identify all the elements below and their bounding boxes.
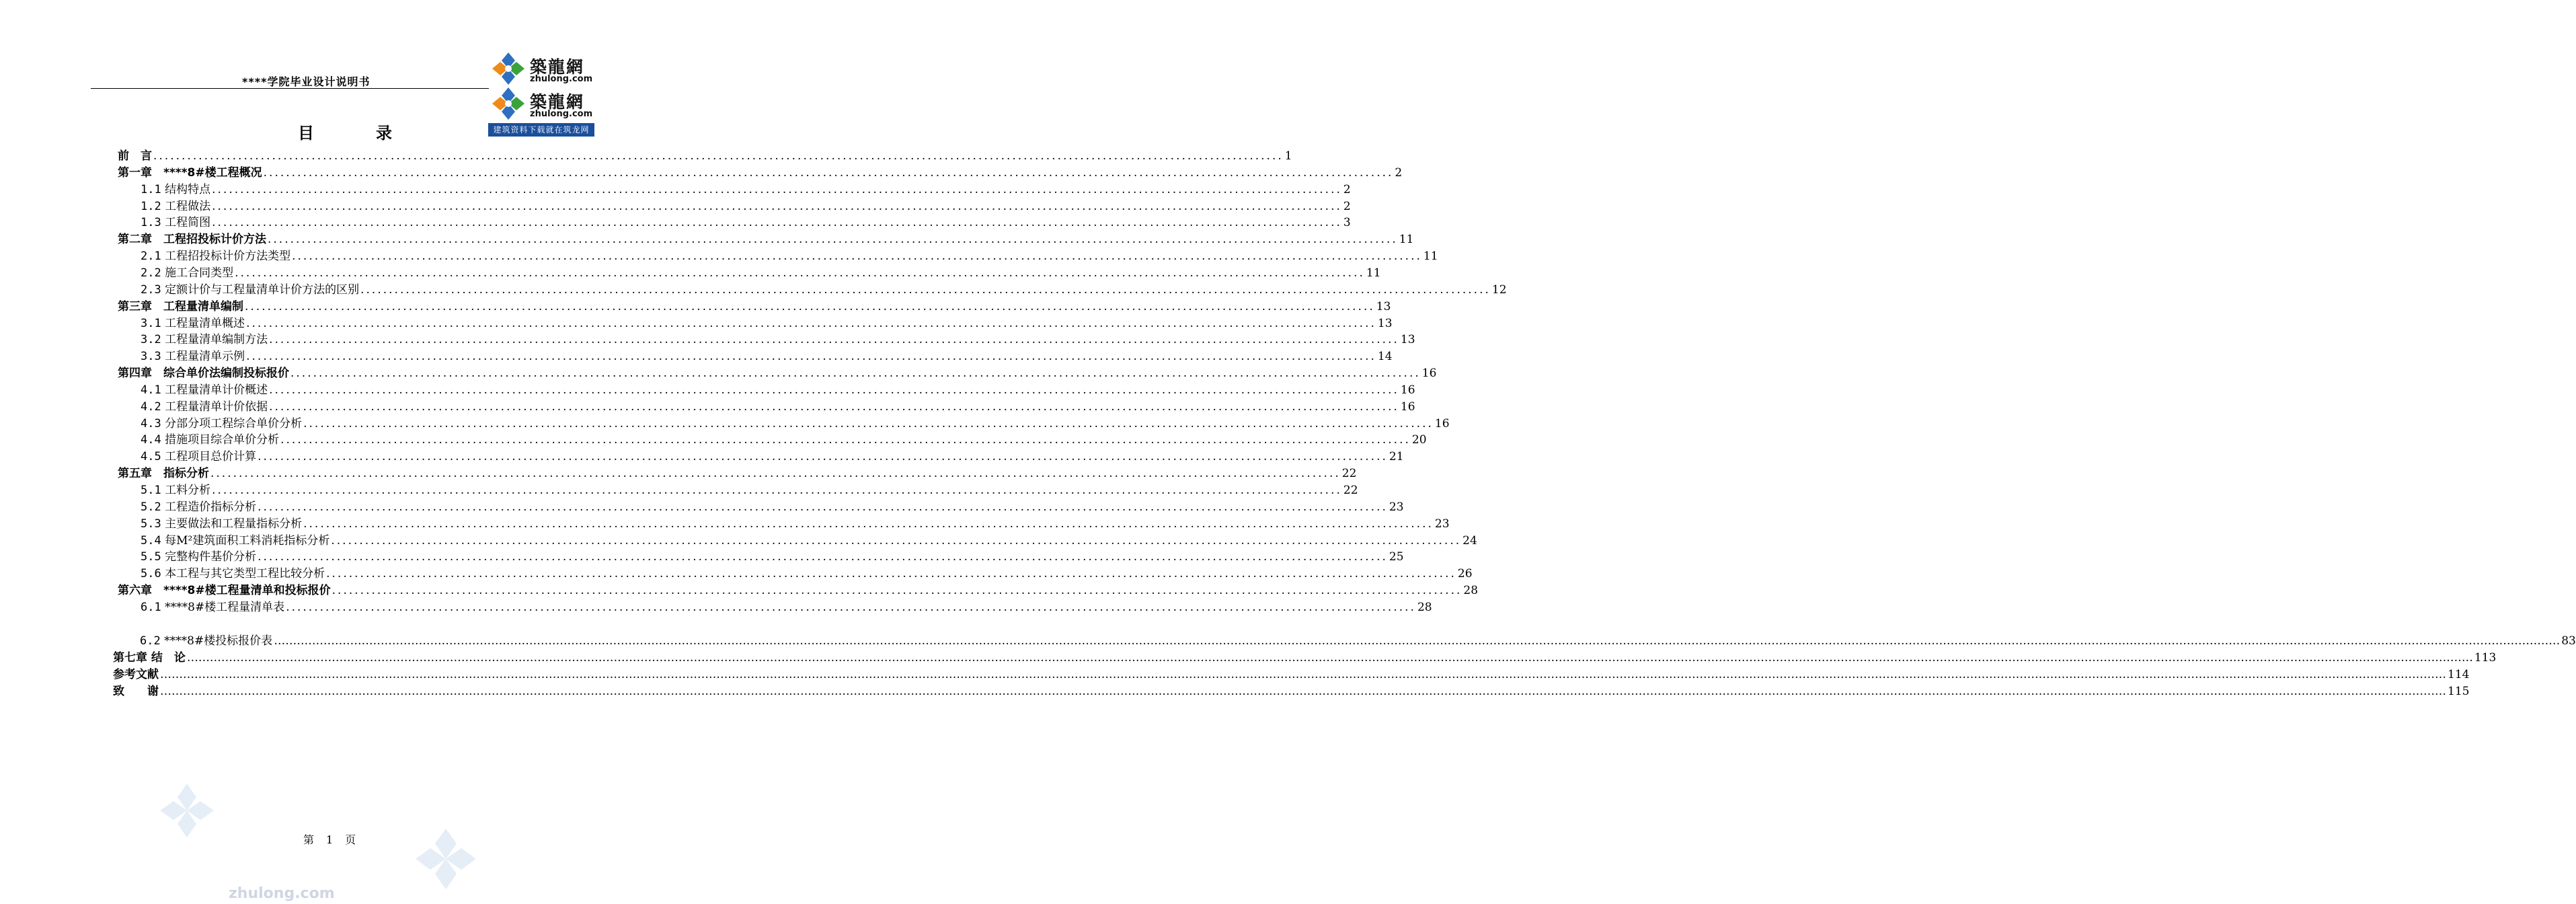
toc-entry-page: 113 [2474, 650, 2497, 665]
toc-entry-title [141, 566, 325, 582]
toc-entry-label: ****8#楼工程量清单表 [165, 600, 285, 614]
toc-entry-label: 第五章 指标分析 [118, 467, 209, 481]
toc-entry-page: 26 [1457, 567, 1473, 581]
toc-entry-page: 1 [1284, 149, 1292, 163]
toc-entry-label: 参考文献 [113, 667, 159, 681]
toc-entry [118, 582, 1479, 599]
toc-dot-leader: ........................................................................................................................................................................................................ [290, 367, 1421, 381]
toc-entry [141, 482, 1358, 498]
toc-entry-number: 1.3 [141, 216, 161, 230]
toc-entry-label: 第二章 工程招投标计价方法 [118, 233, 266, 247]
toc-entry-number: 6.2 [140, 634, 161, 648]
toc-entry-label: 工程量清单计价依据 [165, 400, 268, 414]
toc-entry-title [141, 198, 210, 215]
toc-entry [113, 650, 2497, 666]
toc-entry [141, 265, 1381, 281]
toc-entry-label: 施工合同类型 [165, 266, 234, 280]
toc-entry-page: 22 [1341, 467, 1357, 481]
toc-entry-title [141, 332, 268, 348]
watermark-text: zhulong.com [229, 885, 335, 902]
toc-entry [141, 315, 1393, 332]
toc-entry-number: 4.3 [141, 416, 161, 430]
toc-entry-page: 11 [1399, 233, 1414, 247]
toc-entry-label: 第七章 结 论 [113, 650, 186, 665]
toc-entry-number: 2.1 [141, 250, 161, 264]
toc-entry [141, 382, 1415, 398]
toc-entry-title [141, 399, 268, 415]
toc-entry [141, 449, 1404, 465]
toc-dot-leader: ........................................................................................................................................................................................................ [303, 416, 1434, 430]
toc-entry-page: 25 [1389, 550, 1404, 564]
toc-entry-page: 2 [1343, 199, 1351, 213]
toc-entry-label: 工程招投标计价方法类型 [165, 250, 291, 264]
toc-entry [141, 516, 1450, 532]
toc-entry-title [141, 348, 245, 365]
toc-entry [141, 566, 1473, 582]
toc-entry-page: 22 [1343, 484, 1358, 497]
toc-entry [140, 633, 2576, 649]
toc-entry-title [141, 432, 279, 448]
toc-entry-page: 3 [1343, 216, 1351, 230]
toc-entry-page: 23 [1389, 500, 1404, 514]
toc-entry-number: 5.5 [141, 550, 161, 564]
logo-name-top: 築龍網 [530, 57, 585, 77]
toc-entry-label: 第一章 ****8#楼工程概况 [118, 165, 262, 180]
toc-entry [141, 599, 1432, 615]
toc-entry [141, 549, 1404, 565]
toc-entry-label: 每M²建筑面积工料消耗指标分析 [165, 533, 330, 548]
toc-dot-leader: ........................................................................................................................................................................................................ [360, 282, 1491, 297]
toc-entry [118, 148, 1292, 164]
toc-dot-leader: ........................................................................................................................................................................................................ [269, 400, 1399, 414]
toc-entry [141, 282, 1507, 298]
toc-entry [118, 465, 1357, 482]
toc-dot-leader: ........................................................................................................................................................................................................ [331, 533, 1462, 548]
toc-entry [141, 248, 1438, 264]
toc-entry-label: 第四章 综合单价法编制投标报价 [118, 367, 289, 381]
logo-slogan-banner: 建筑资料下载就在筑龙网 [488, 123, 594, 137]
toc-dot-leader: ........................................................................................................................................................................................................ [303, 517, 1434, 531]
watermark-snowflake-icon [153, 784, 221, 837]
toc-entry-label: 工程量清单概述 [165, 316, 245, 330]
toc-dot-leader: ........................................................................................................................................................................................................ [212, 182, 1342, 196]
toc-dot-leader: …………………………………………………………………………………………………………………………………………………………………………………………………………………………………………………………………………………………………………………………………………………………………………………………………………………………………………………………………………………………………………………………………………………… [274, 634, 2561, 648]
toc-dot-leader: …………………………………………………………………………………………………………………………………………………………………………………………………………………………………………………………………………………………………………………………………………………………………………………………………………………………………………………………………………………………………………………………………………………… [186, 650, 2473, 665]
toc-entry [141, 182, 1351, 198]
toc-entry-title [118, 465, 209, 482]
toc-entry-label: 分部分项工程综合单价分析 [165, 416, 303, 430]
toc-entry-label: 主要做法和工程量指标分析 [165, 517, 303, 531]
toc-dot-leader: ........................................................................................................................................................................................................ [245, 299, 1375, 313]
toc-dot-leader: …………………………………………………………………………………………………………………………………………………………………………………………………………………………………………………………………………………………………………………………………………………………………………………………………………………………………………………………………………………………………………………………………………………… [160, 667, 2446, 681]
toc-entry-title [140, 633, 272, 649]
toc-entry-label: 工程做法 [165, 199, 211, 213]
toc-entry-title [141, 215, 210, 231]
toc-entry-number: 2.3 [141, 282, 161, 297]
toc-entry-title [141, 499, 256, 515]
toc-entry-label: 第六章 ****8#楼工程量清单和投标报价 [118, 584, 331, 598]
toc-entry-number: 4.4 [141, 433, 161, 447]
toc-dot-leader: ........................................................................................................................................................................................................ [268, 233, 1398, 247]
toc-entry-label: 定额计价与工程量清单计价方法的区别 [165, 282, 360, 297]
toc-entry-page: 13 [1377, 316, 1393, 330]
toc-entry [118, 365, 1437, 381]
toc-entry-title [141, 182, 210, 198]
toc-entry-title [118, 582, 331, 599]
toc-entry [113, 667, 2470, 683]
toc-entry-label: 工料分析 [165, 484, 211, 497]
toc-entry-title [141, 382, 268, 398]
toc-entry-page: 23 [1434, 517, 1450, 531]
toc-entry-number: 5.6 [141, 567, 161, 581]
toc-entry-page: 12 [1491, 282, 1507, 297]
toc-entry-number: 5.1 [141, 484, 161, 497]
toc-entry-number: 3.2 [141, 333, 161, 347]
toc-entry-label: 工程量清单示例 [165, 350, 245, 364]
toc-entry-page: 21 [1389, 450, 1404, 464]
toc-dot-leader: ........................................................................................................................................................................................................ [246, 350, 1376, 364]
toc-entry-title [141, 482, 210, 498]
toc-entry-number: 3.3 [141, 350, 161, 364]
toc-entry-title [113, 683, 159, 700]
toc-entry-label: 工程量清单编制方法 [165, 333, 268, 347]
toc-entry-title [113, 650, 186, 666]
toc-entry-page: 28 [1417, 600, 1432, 614]
toc-entry-number: 3.1 [141, 316, 161, 330]
toc-entry [141, 416, 1450, 432]
toc-entry-page: 16 [1400, 383, 1415, 397]
toc-dot-leader: ........................................................................................................................................................................................................ [258, 550, 1388, 564]
toc-entry-title [118, 165, 262, 181]
logo-url-top: zhulong.com [530, 74, 593, 84]
toc-entry [141, 533, 1477, 549]
toc-entry-label: 前 言 [118, 149, 152, 163]
watermark-snowflake-icon [409, 829, 483, 889]
toc-entry-label: 完整构件基价分析 [165, 550, 257, 564]
toc-dot-leader: ........................................................................................................................................................................................................ [326, 567, 1456, 581]
toc-entry-label: ****8#楼投标报价表 [164, 634, 273, 648]
toc-entry [141, 432, 1427, 448]
toc-entry-page: 13 [1376, 299, 1391, 313]
page-number-footer: 第 1 页 [303, 833, 357, 846]
toc-dot-leader: ........................................................................................................................................................................................................ [269, 383, 1399, 397]
toc-entry-title [141, 449, 256, 465]
toc-entry [118, 299, 1391, 315]
toc-entry-page: 28 [1463, 584, 1479, 598]
toc-entry-page: 13 [1400, 333, 1415, 347]
toc-dot-leader: ........................................................................................................................................................................................................ [246, 316, 1376, 330]
toc-dot-leader: ........................................................................................................................................................................................................ [212, 216, 1342, 230]
toc-entry-page: 11 [1423, 250, 1438, 264]
toc-entry-number: 5.4 [141, 533, 161, 548]
toc-entry-number: 6.1 [141, 600, 161, 614]
toc-entry-page: 16 [1400, 400, 1415, 414]
toc-entry-number: 4.5 [141, 450, 161, 464]
toc-entry-number: 2.2 [141, 266, 161, 280]
toc-entry-title [141, 533, 329, 549]
toc-entry [141, 215, 1351, 231]
toc-entry-label: 措施项目综合单价分析 [165, 433, 280, 447]
toc-entry-label: 结构特点 [165, 182, 211, 196]
toc-entry-title [141, 549, 256, 565]
toc-entry-title [141, 599, 284, 615]
toc-entry-title [118, 231, 266, 248]
toc-entry-number: 4.2 [141, 400, 161, 414]
toc-dot-leader: ........................................................................................................................................................................................................ [210, 467, 1341, 481]
toc-entry-page: 115 [2448, 684, 2470, 698]
toc-entry-label: 工程量清单计价概述 [165, 383, 268, 397]
toc-entry [118, 231, 1414, 248]
toc-entry-number: 4.1 [141, 383, 161, 397]
document-header-title: ****学院毕业设计说明书 [242, 75, 370, 88]
toc-entry-title [141, 315, 245, 332]
toc-entry-page: 14 [1377, 350, 1393, 364]
toc-entry-label: 第三章 工程量清单编制 [118, 299, 243, 313]
toc-entry-title [141, 416, 302, 432]
toc-entry-title [141, 265, 233, 281]
logo-url-bottom: zhulong.com [530, 109, 593, 119]
toc-entry [141, 499, 1404, 515]
toc-entry-label: 致 谢 [113, 684, 159, 698]
toc-dot-leader: ........................................................................................................................................................................................................ [286, 600, 1416, 614]
toc-dot-leader: ........................................................................................................................................................................................................ [212, 199, 1342, 213]
toc-entry [141, 198, 1351, 215]
toc-dot-leader: ........................................................................................................................................................................................................ [263, 165, 1394, 180]
toc-entry-number: 1.2 [141, 199, 161, 213]
toc-dot-leader: ........................................................................................................................................................................................................ [258, 450, 1388, 464]
toc-entry [113, 683, 2470, 700]
toc-entry-page: 2 [1395, 165, 1403, 180]
toc-dot-leader: ........................................................................................................................................................................................................ [212, 484, 1342, 497]
toc-entry-label: 工程项目总价计算 [165, 450, 257, 464]
toc-entry-page: 114 [2448, 667, 2470, 681]
toc-title: 目 录 [298, 124, 415, 143]
toc-dot-leader: ........................................................................................................................................................................................................ [153, 149, 1284, 163]
toc-entry-page: 16 [1421, 367, 1437, 381]
toc-entry-label: 本工程与其它类型工程比较分析 [165, 567, 325, 581]
toc-entry-page: 16 [1434, 416, 1450, 430]
toc-entry-page: 11 [1366, 266, 1381, 280]
toc-entry-title [118, 148, 152, 164]
toc-entry-page: 2 [1343, 182, 1351, 196]
toc-dot-leader: …………………………………………………………………………………………………………………………………………………………………………………………………………………………………………………………………………………………………………………………………………………………………………………………………………………………………………………………………………………………………………………………………………………… [160, 684, 2446, 698]
toc-entry-title [141, 282, 359, 298]
toc-entry-title [113, 667, 159, 683]
toc-dot-leader: ........................................................................................................................................................................................................ [269, 333, 1399, 347]
toc-dot-leader: ........................................................................................................................................................................................................ [235, 266, 1365, 280]
logo-name-bottom: 築龍網 [530, 92, 585, 112]
toc-entry [141, 332, 1415, 348]
toc-entry [141, 348, 1393, 365]
toc-dot-leader: ........................................................................................................................................................................................................ [292, 250, 1422, 264]
toc-entry-title [141, 248, 290, 264]
toc-entry-page: 20 [1411, 433, 1427, 447]
toc-entry [141, 399, 1415, 415]
toc-entry-title [141, 516, 302, 532]
toc-dot-leader: ........................................................................................................................................................................................................ [331, 584, 1462, 598]
toc-entry-label: 工程造价指标分析 [165, 500, 257, 514]
toc-entry-page: 24 [1462, 533, 1477, 548]
toc-entry-number: 5.3 [141, 517, 161, 531]
toc-entry-title [118, 299, 243, 315]
toc-entry-label: 工程简图 [165, 216, 211, 230]
toc-entry-number: 5.2 [141, 500, 161, 514]
toc-dot-leader: ........................................................................................................................................................................................................ [258, 500, 1388, 514]
toc-entry-number: 1.1 [141, 182, 161, 196]
toc-entry [118, 165, 1403, 181]
toc-dot-leader: ........................................................................................................................................................................................................ [280, 433, 1411, 447]
toc-entry-title [118, 365, 289, 381]
toc-entry-page: 83 [2561, 634, 2576, 648]
